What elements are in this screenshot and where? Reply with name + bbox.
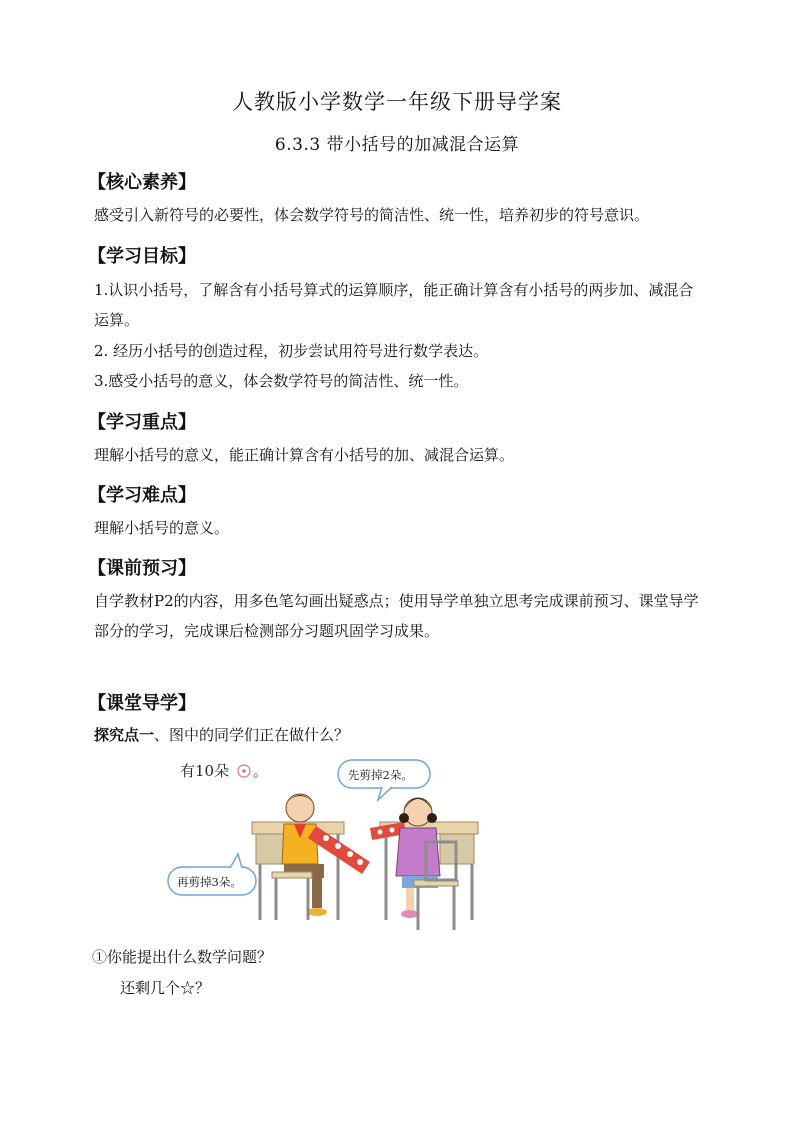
heading-goals: 【学习目标】 <box>88 246 196 267</box>
goal-item-1: 1.认识小括号，了解含有小括号算式的运算顺序，能正确计算含有小括号的两步加、减混合运算。 <box>94 281 694 329</box>
document-subtitle: 6.3.3 带小括号的加减混合运算 <box>274 135 520 155</box>
difficult-text: 理解小括号的意义。 <box>94 519 230 537</box>
goal-item-2: 2. 经历小括号的创造过程，初步尝试用符号进行数学表达。 <box>94 342 489 360</box>
caption-total: 有10朵 <box>180 762 230 780</box>
heading-key: 【学习重点】 <box>88 412 196 433</box>
question-line: ①你能提出什么数学问题？ <box>92 948 273 966</box>
explore-line <box>94 720 706 750</box>
explore-text: 、图中的同学们正在做什么？ <box>154 726 350 744</box>
preview-text: 自学教材P2的内容，用多色笔勾画出疑惑点；使用导学单独立思考完成课前预习、课堂导学部分的学习，完成课后检测部分习题巩固学习成果。 <box>94 592 699 640</box>
svg-text:再剪掉3朵。: 再剪掉3朵。 <box>177 875 242 889</box>
answer-line: 还剩几个☆？ <box>120 979 211 997</box>
key-text: 理解小括号的意义，能正确计算含有小括号的加、减混合运算。 <box>94 446 515 464</box>
document-title: 人教版小学数学一年级下册导学案 <box>232 90 562 114</box>
svg-text:。: 。 <box>253 762 269 780</box>
heading-core: 【核心素养】 <box>88 172 196 193</box>
heading-difficult: 【学习难点】 <box>88 485 196 506</box>
classroom-illustration <box>160 752 482 938</box>
core-text: 感受引入新符号的必要性，体会数学符号的简洁性、统一性，培养初步的符号意识。 <box>94 206 650 224</box>
svg-text:先剪掉2朵。: 先剪掉2朵。 <box>348 768 413 782</box>
explore-label: 探究点一 <box>94 726 155 744</box>
goal-item-3: 3.感受小括号的意义，体会数学符号的简洁性、统一性。 <box>94 372 469 390</box>
heading-preview: 【课前预习】 <box>88 558 196 579</box>
heading-classroom: 【课堂导学】 <box>88 693 196 714</box>
